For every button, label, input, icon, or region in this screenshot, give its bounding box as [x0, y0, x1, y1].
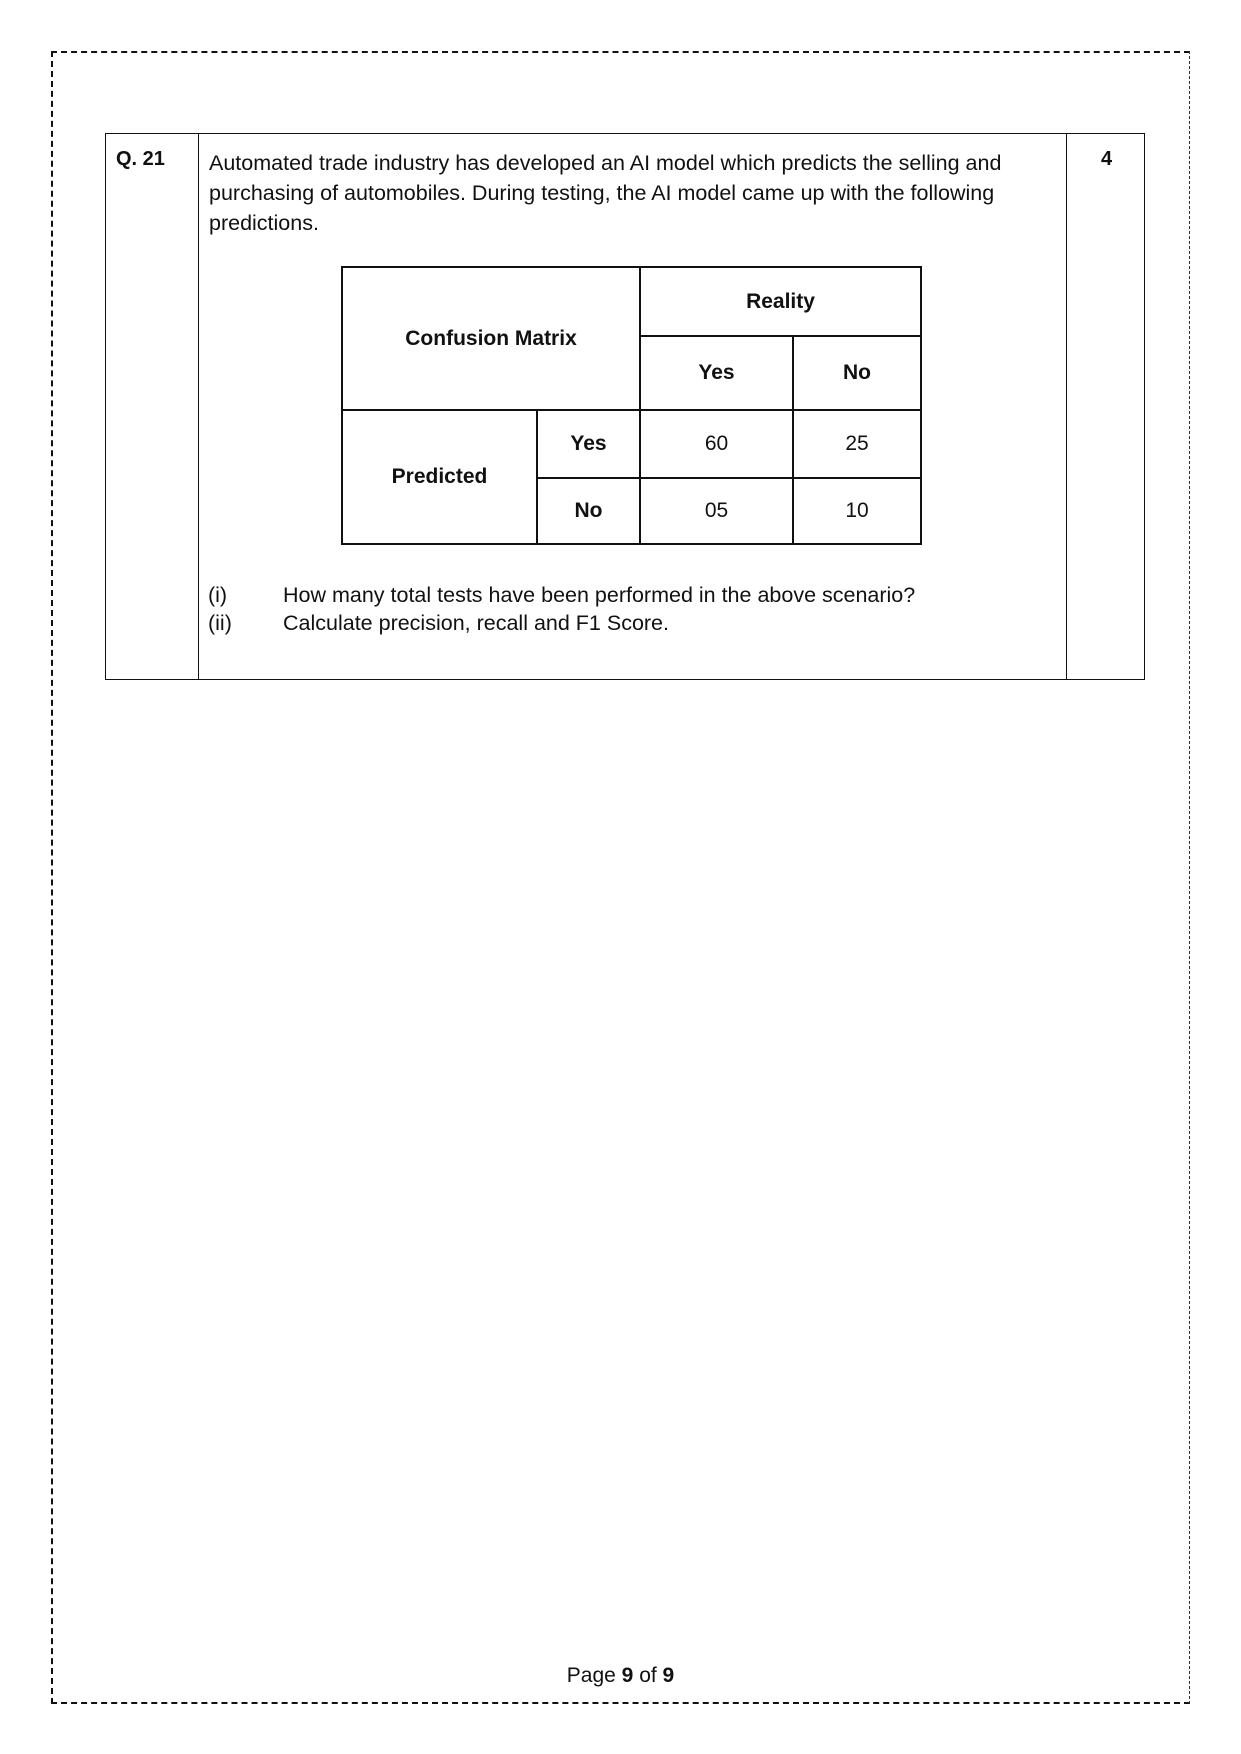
total-pages: 9 — [662, 1664, 675, 1687]
question-number: Q. 21 — [116, 148, 165, 170]
current-page: 9 — [621, 1664, 634, 1687]
predicted-no-header: No — [574, 499, 603, 522]
column-divider — [1066, 134, 1067, 679]
predicted-yes-header: Yes — [570, 432, 607, 455]
true-positive-cell: 60 — [704, 432, 729, 455]
of-label: of — [639, 1664, 657, 1687]
sub-question-number: (ii) — [208, 611, 232, 635]
sub-question-number: (i) — [208, 583, 228, 607]
confusion-matrix-table — [341, 266, 922, 545]
matrix-title: Confusion Matrix — [405, 326, 577, 350]
column-divider — [198, 134, 199, 679]
question-marks: 4 — [1100, 148, 1113, 170]
false-positive-cell: 25 — [845, 432, 869, 455]
reality-yes-header: Yes — [698, 361, 735, 384]
reality-no-header: No — [843, 361, 871, 384]
page-label: Page — [566, 1664, 616, 1687]
page-footer — [0, 1664, 1241, 1688]
sub-question-text: Calculate precision, recall and F1 Score. — [283, 611, 669, 635]
question-text: Automated trade industry has developed an AI model which predicts the selling and purchasing of automobiles. During testing, the AI model came up with the following predictions. — [209, 151, 1002, 235]
reality-header: Reality — [746, 289, 815, 313]
false-negative-cell: 05 — [704, 499, 729, 522]
sub-question-text: How many total tests have been performed in the above scenario? — [283, 583, 916, 607]
true-negative-cell: 10 — [845, 499, 869, 522]
predicted-header: Predicted — [391, 465, 488, 488]
